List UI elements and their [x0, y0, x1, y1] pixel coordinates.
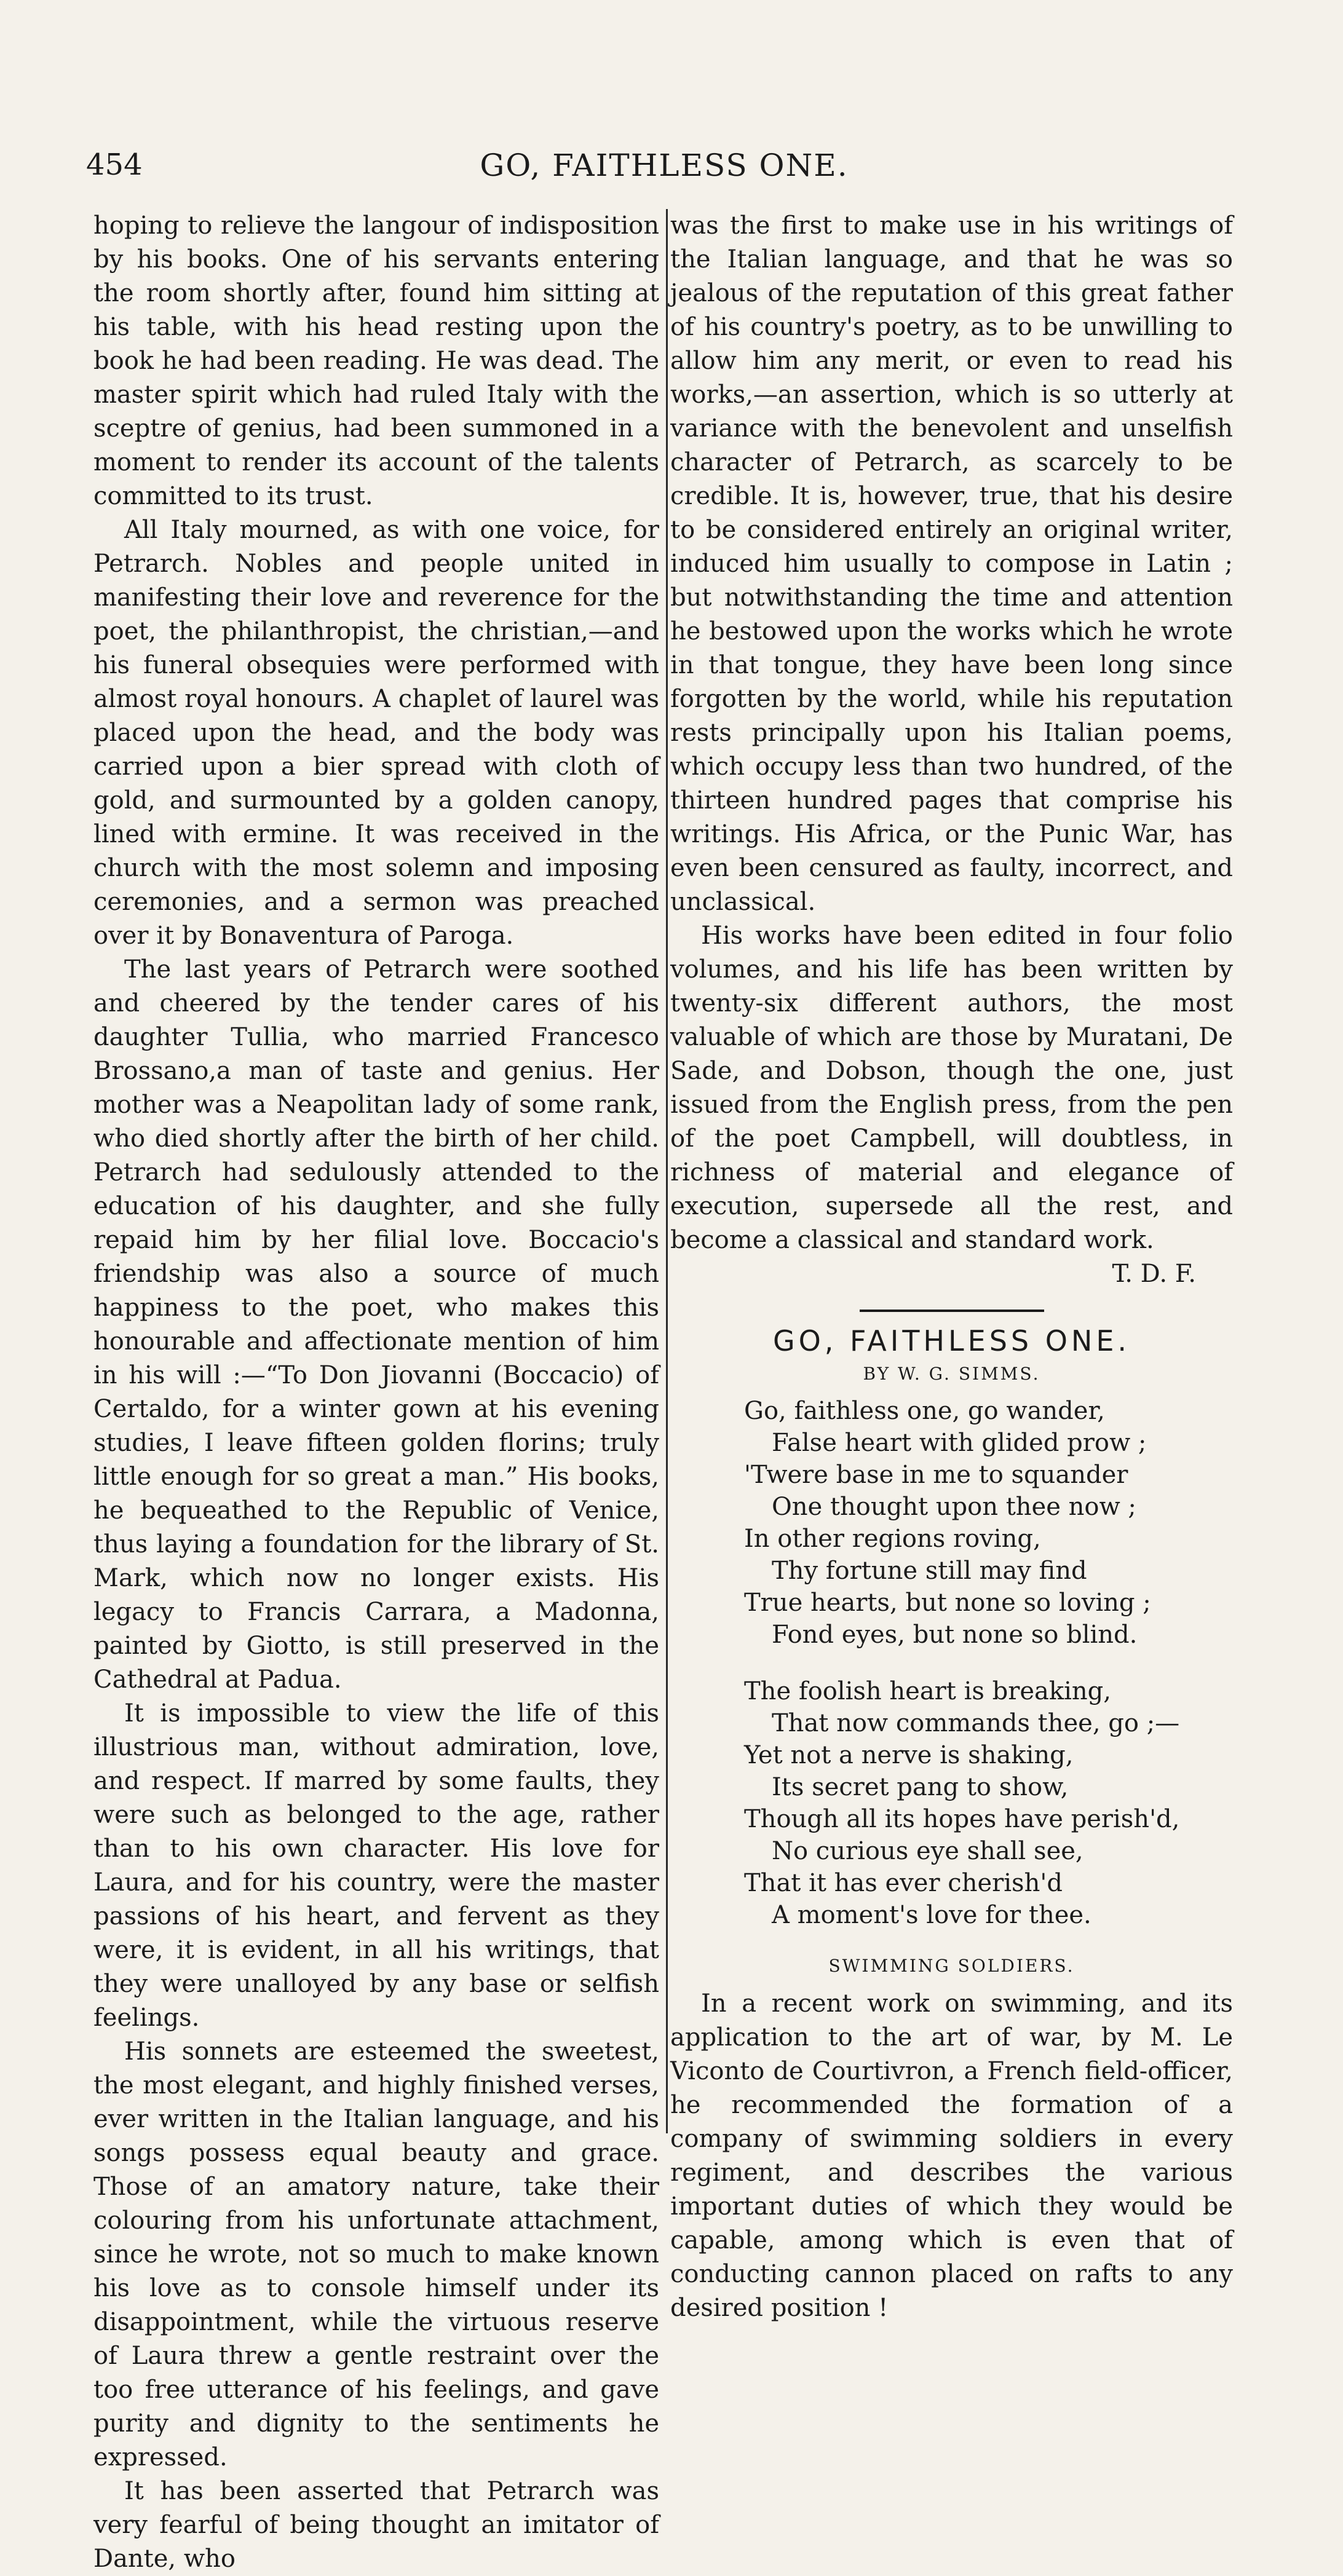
- paragraph: was the first to make use in his writings of the Italian language, and that he was so jealous of the reputation of this great father of his country's poetry, as to be unwilling to allow him any merit, or even to read his works,—an assertion, which is so utterly at variance with the benevolent and unselfish character of Petrarch, as scarcely to be credible. It is, however, true, that his desire to be considered entirely an original writer, induced him usually to compose in Latin ; but notwithstanding the time and attention he bestowed upon the works which he wrote in that tongue, they have been long since forgotten by the world, while his reputation rests principally upon his Italian poems, which occupy less than two hundred, of the thirteen hundred pages that comprise his writings. His Africa, or the Punic War, has even been censured as faulty, incorrect, and unclassical.: [670, 211, 1233, 916]
- section-rule: [860, 1310, 1044, 1312]
- poem-line: Thy fortune still may find: [772, 1557, 1087, 1585]
- poem-title: GO, FAITHLESS ONE.: [772, 1324, 1131, 1357]
- poem-line: That it has ever cherish'd: [744, 1869, 1063, 1897]
- poem-line: A moment's love for thee.: [772, 1901, 1091, 1929]
- poem-line: No curious eye shall see,: [772, 1837, 1084, 1865]
- paragraph: In a recent work on swimming, and its application to the art of war, by M. Le Viconto de Courtivron, a French field-officer, he recommended the formation of a company of swimming soldiers in every regiment, and describes the various important duties of which they would be capable, among which is even that of conducting cannon placed on rafts to any desired position !: [670, 1989, 1233, 2322]
- paragraph: It has been asserted that Petrarch was very fearful of being thought an imitator of Dante, who: [93, 2477, 659, 2573]
- paragraph: All Italy mourned, as with one voice, for Petrarch. Nobles and people united in manifesting their love and reverence for the poet, the philanthropist, the christian,—and his funeral obsequies were performed with almost royal honours. A chaplet of laurel was placed upon the head, and the body was carried upon a bier spread with cloth of gold, and surmounted by a golden canopy, lined with ermine. It was received in the church with the most solemn and imposing ceremonies, and a sermon was preached over it by Bonaventura of Paroga.: [93, 516, 659, 950]
- right-column: [670, 209, 1233, 2325]
- poem-line: Go, faithless one, go wander,: [744, 1397, 1105, 1425]
- paragraph: It is impossible to view the life of this illustrious man, without admiration, love, and respect. If marred by some faults, they were such as belonged to the age, rather than to his own character. His love for Laura, and for his country, were the master passions of his heart, and fervent as they were, it is evident, in all his writings, that they were unalloyed by any base or selfish feelings.: [93, 1699, 659, 2032]
- left-column: [93, 209, 659, 2576]
- poem-stanza: [744, 1395, 1233, 1651]
- poem-line: In other regions roving,: [744, 1525, 1041, 1553]
- poem-line: One thought upon thee now ;: [772, 1493, 1136, 1521]
- poem-line: 'Twere base in me to squander: [744, 1461, 1128, 1489]
- section-title: SWIMMING SOLDIERS.: [828, 1956, 1075, 1976]
- paragraph: The last years of Petrarch were soothed and cheered by the tender cares of his daughter Tullia, who married Francesco Brossano,a man of taste and genius. Her mother was a Neapolitan lady of some rank, who died shortly after the birth of her child. Petrarch had sedulously attended to the education of his daughter, and she fully repaid him by her filial love. Boccacio's friendship was also a source of much happiness to the poet, who makes this honourable and affectionate mention of him in his will :—“To Don Jiovanni (Boccacio) of Certaldo, for a winter gown at his evening studies, I leave fifteen golden florins; truly little enough for so great a man.” His books, he bequeathed to the Republic of Venice, thus laying a foundation for the library of St. Mark, which now no longer exists. His legacy to Francis Carrara, a Madonna, painted by Giotto, is still preserved in the Cathedral at Padua.: [93, 955, 659, 1694]
- poem-line: Though all its hopes have perish'd,: [744, 1805, 1180, 1833]
- paragraph: His sonnets are esteemed the sweetest, the most elegant, and highly finished verses, ever written in the Italian language, and his songs possess equal beauty and grace. Those of an amatory nature, take their colouring from his unfortunate attachment, since he wrote, not so much to make known his love as to console himself under its disappointment, while the virtuous reserve of Laura threw a gentle restraint over the too free utterance of his feelings, and gave purity and dignity to the sentiments he expressed.: [93, 2037, 659, 2471]
- paragraph: hoping to relieve the langour of indisposition by his books. One of his servants entering the room shortly after, found him sitting at his table, with his head resting upon the book he had been reading. He was dead. The master spirit which had ruled Italy with the sceptre of genius, had been summoned in a moment to render its account of the talents committed to its trust.: [93, 211, 659, 510]
- page-number: 454: [86, 148, 143, 182]
- poem-line: Its secret pang to show,: [772, 1773, 1069, 1801]
- running-title: GO, FAITHLESS ONE.: [480, 148, 849, 183]
- poem-line: False heart with glided prow ;: [772, 1429, 1147, 1457]
- poem-line: That now commands thee, go ;—: [772, 1709, 1180, 1737]
- column-divider: [666, 209, 668, 2133]
- poem-byline: BY W. G. SIMMS.: [863, 1364, 1040, 1384]
- author-signature: T. D. F.: [1112, 1260, 1196, 1288]
- poem-line: Yet not a nerve is shaking,: [744, 1741, 1074, 1769]
- poem-line: Fond eyes, but none so blind.: [772, 1621, 1138, 1649]
- poem-line: True hearts, but none so loving ;: [744, 1589, 1151, 1617]
- poem-line: The foolish heart is breaking,: [744, 1677, 1111, 1705]
- paragraph: His works have been edited in four folio volumes, and his life has been written by twenty-six different authors, the most valuable of which are those by Muratani, De Sade, and Dobson, though the one, just issued from the English press, from the pen of the poet Campbell, will doubtless, in richness of material and elegance of execution, supersede all the rest, and become a classical and standard work.: [670, 922, 1233, 1254]
- page-header: [86, 141, 1242, 197]
- poem-stanza: [744, 1675, 1233, 1931]
